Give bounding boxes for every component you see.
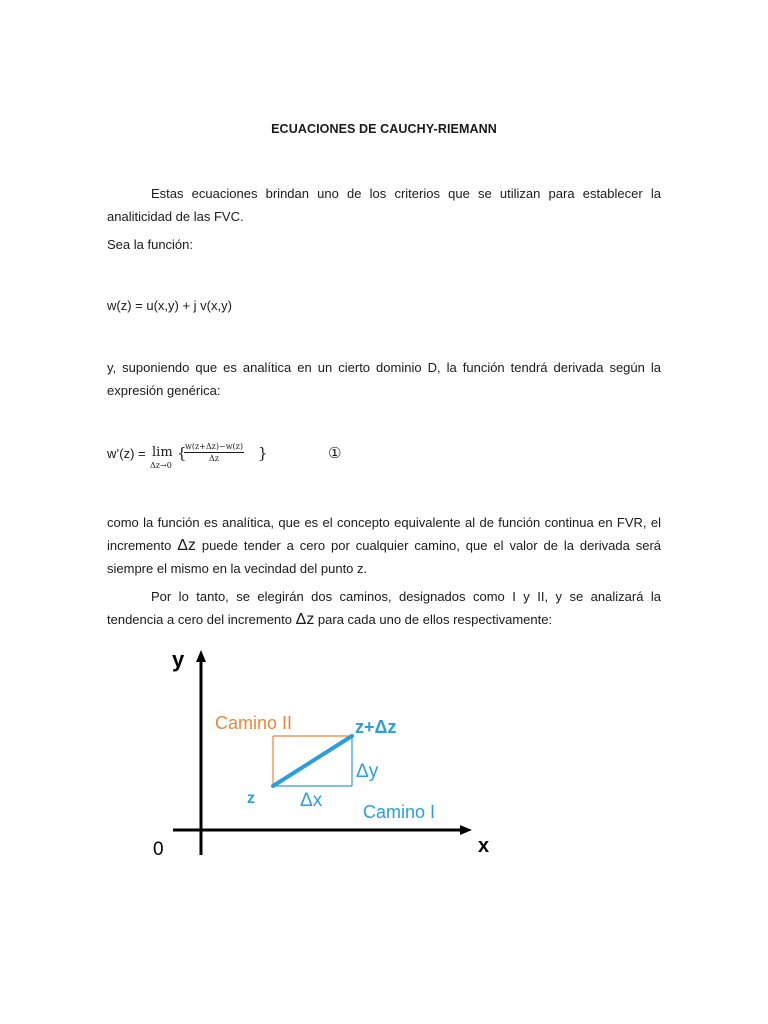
origin-label: 0 xyxy=(153,839,164,860)
camino-ii-label: Camino II xyxy=(215,713,293,733)
delta-z-diagonal xyxy=(273,736,352,786)
fraction-numerator: w(z+Δz)−w(z) xyxy=(185,442,244,451)
paragraph-caminos-text-b: para cada uno de ellos respectivamente: xyxy=(314,612,553,627)
z-plus-delta-z-label: z+Δz xyxy=(355,717,397,737)
equation-lhs: w’(z) = xyxy=(107,446,146,461)
delta-y-label: Δy xyxy=(356,761,379,782)
y-axis-label: y xyxy=(172,647,185,672)
limit-symbol: lim xyxy=(152,445,173,460)
fraction-denominator: Δz xyxy=(209,454,219,463)
delta-z: Δz xyxy=(295,611,315,628)
paragraph-sea-la-funcion: Sea la función: xyxy=(107,237,194,252)
equation-number-marker: ① xyxy=(328,444,342,462)
document-title: ECUACIONES DE CAUCHY-RIEMANN xyxy=(271,122,497,136)
close-brace: } xyxy=(258,444,268,462)
paragraph-caminos-text-a: Por lo tanto, se elegirán dos caminos, designados como I y II, y se analizará la tendencia a cero del incremento xyxy=(107,589,661,627)
x-axis-label: x xyxy=(478,835,490,857)
equation-w-of-z: w(z) = u(x,y) + j v(x,y) xyxy=(107,298,232,313)
paragraph-analitica-text-a: como la función es analítica, que es el concepto equivalente al de función continua en FVR, el incremento xyxy=(107,515,661,553)
paragraph-analitica-text-b: puede tender a cero por cualquier camino, que el valor de la derivada será siempre el mismo en la vecindad del punto z. xyxy=(107,538,662,576)
open-brace: { xyxy=(177,444,187,462)
y-axis-arrowhead xyxy=(196,650,206,662)
paragraph-derivada: y, suponiendo que es analítica en un cierto dominio D, la función tendrá derivada según la expresión genérica: xyxy=(107,360,661,398)
camino-i-label: Camino I xyxy=(363,802,436,822)
paragraph-intro: Estas ecuaciones brindan uno de los criterios que se utilizan para establecer la analiticidad de las FVC. xyxy=(107,186,661,224)
limit-subscript: Δz→0 xyxy=(150,461,172,470)
z-label: z xyxy=(247,790,255,807)
x-axis-arrowhead xyxy=(460,825,472,835)
delta-x-label: Δx xyxy=(300,790,323,811)
delta-z: Δz xyxy=(177,537,196,554)
